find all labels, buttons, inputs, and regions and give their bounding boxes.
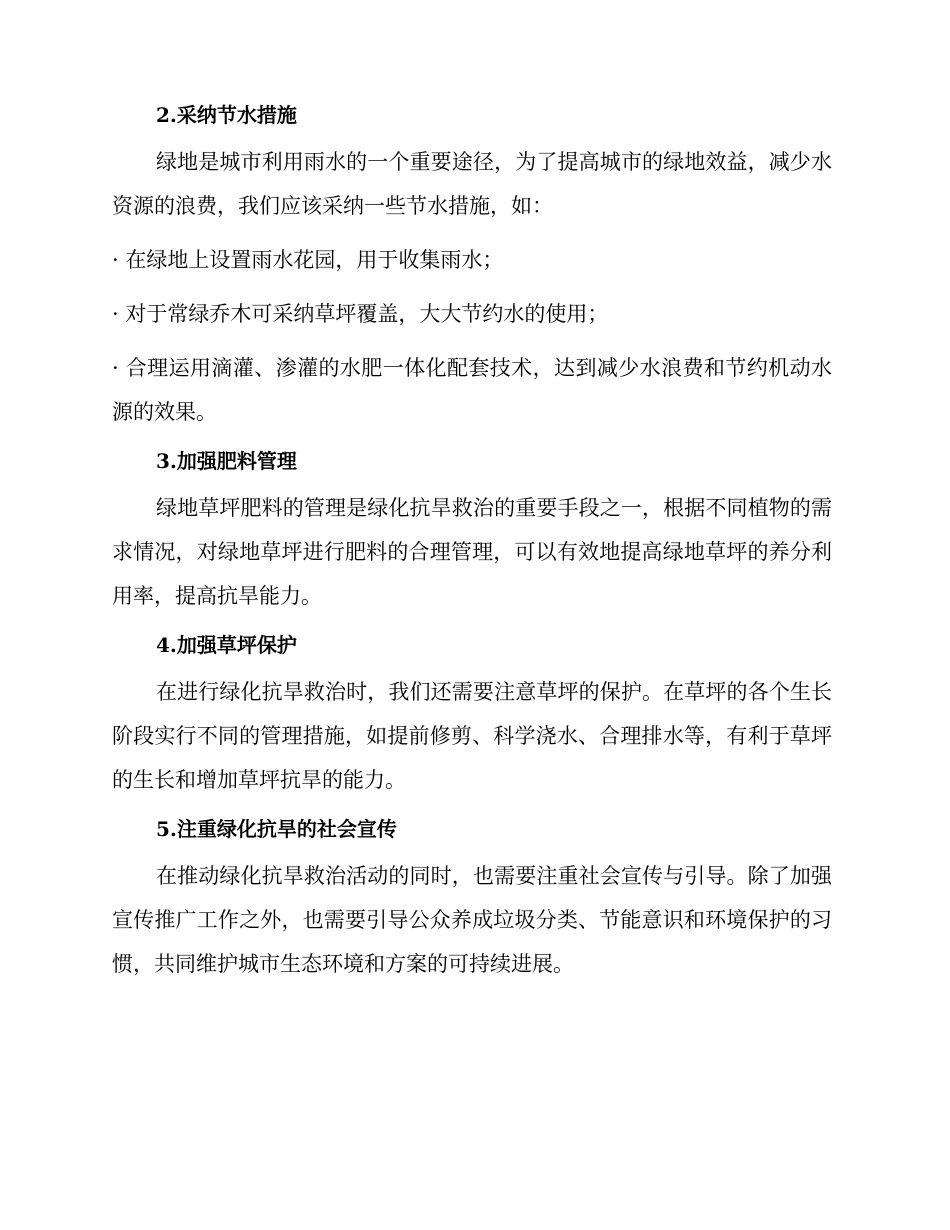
section-paragraph: 在进行绿化抗旱救治时，我们还需要注意草坪的保护。在草坪的各个生长阶段实行不同的管理措施，如提前修剪、科学浇水、合理排水等，有利于草坪的生长和增加草坪抗旱的能力。 [112, 680, 832, 792]
section-heading: 3.加强肥料管理 [156, 449, 297, 473]
bullet-item: · 合理运用滴灌、渗灌的水肥一体化配套技术，达到减少水浪费和节约机动水源的效果。 [112, 356, 832, 424]
bullet-item: · 在绿地上设置雨水花园，用于收集雨水； [112, 248, 504, 272]
section-paragraph: 在推动绿化抗旱救治活动的同时，也需要注重社会宣传与引导。除了加强宣传推广工作之外，也需要引导公众养成垃圾分类、节能意识和环境保护的习惯，共同维护城市生态环境和方案的可持续进展。 [112, 864, 832, 976]
document-page [112, 100, 832, 986]
section-paragraph: 绿地草坪肥料的管理是绿化抗旱救治的重要手段之一，根据不同植物的需求情况，对绿地草坪进行肥料的合理管理，可以有效地提高绿地草坪的养分利用率，提高抗旱能力。 [112, 496, 832, 608]
section-paragraph: 绿地是城市利用雨水的一个重要途径，为了提高城市的绿地效益，减少水资源的浪费，我们应该采纳一些节水措施，如： [112, 150, 832, 218]
bullet-item: · 对于常绿乔木可采纳草坪覆盖，大大节约水的使用； [112, 302, 609, 326]
section-heading: 5.注重绿化抗旱的社会宣传 [156, 817, 397, 841]
section-heading: 4.加强草坪保护 [156, 633, 297, 657]
section-heading: 2.采纳节水措施 [156, 103, 297, 127]
